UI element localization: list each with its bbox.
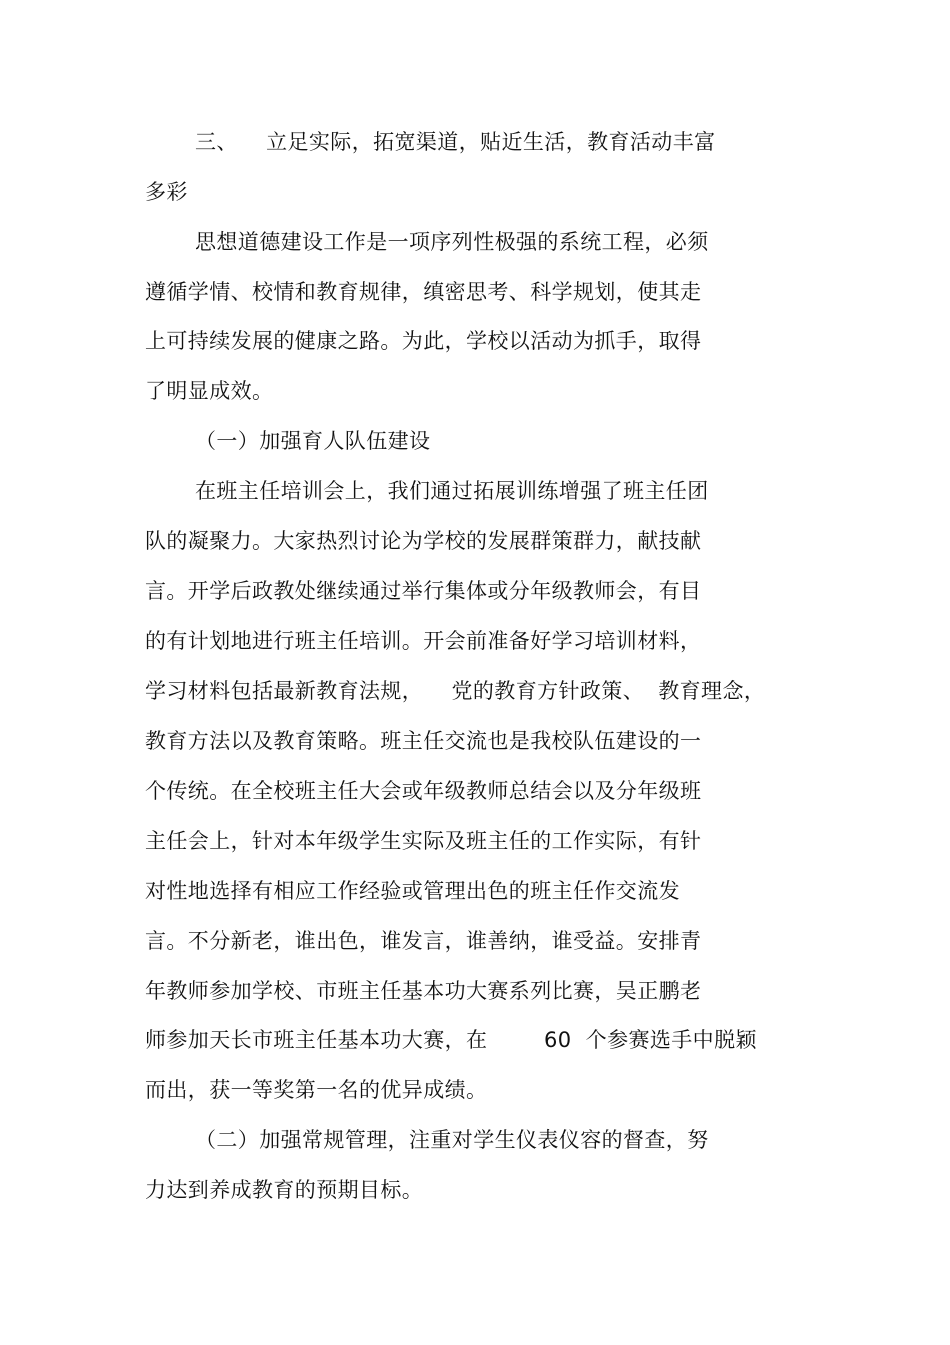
paragraph-line: 个传统。在全校班主任大会或年级教师总结会以及分年级班 [145,779,702,803]
paragraph-line: 了明显成效。 [145,379,274,403]
paragraph-line: 的有计划地进行班主任培训。开会前准备好学习培训材料， [145,629,702,653]
paragraph-line: 主任会上，针对本年级学生实际及班主任的工作实际，有针 [145,829,702,853]
subsection-heading-2-continued: 力达到养成教育的预期目标。 [145,1178,424,1202]
paragraph-line: 队的凝聚力。大家热烈讨论为学校的发展群策群力，献技献 [145,529,702,553]
paragraph-line: 上可持续发展的健康之路。为此，学校以活动为抓手，取得 [145,329,702,353]
paragraph-line: 言。不分新老，谁出色，谁发言，谁善纳，谁受益。安排青 [145,929,702,953]
paragraph-line: 学习材料包括最新教育法规， 党的教育方针政策、 教育理念， [145,679,766,703]
section-heading-3-continued: 多彩 [145,180,188,204]
paragraph-line: 师参加天长市班主任基本功大赛，在 60 个参赛选手中脱颖 [145,1028,757,1052]
subsection-heading-1: （一）加强育人队伍建设 [195,429,431,453]
paragraph-line: 对性地选择有相应工作经验或管理出色的班主任作交流发 [145,879,680,903]
paragraph-line: 教育方法以及教育策略。班主任交流也是我校队伍建设的一 [145,729,702,753]
paragraph-line: 思想道德建设工作是一项序列性极强的系统工程，必须 [195,230,709,254]
paragraph-line: 言。开学后政教处继续通过举行集体或分年级教师会，有目 [145,579,702,603]
section-heading-3: 三、 立足实际，拓宽渠道，贴近生活，教育活动丰富 [195,130,716,154]
paragraph-line: 遵循学情、校情和教育规律，缜密思考、科学规划，使其走 [145,280,702,304]
paragraph-line: 年教师参加学校、市班主任基本功大赛系列比赛，吴正鹏老 [145,979,702,1003]
paragraph-line: 在班主任培训会上，我们通过拓展训练增强了班主任团 [195,479,709,503]
subsection-heading-2: （二）加强常规管理，注重对学生仪表仪容的督查，努 [195,1128,709,1152]
paragraph-line: 而出，获一等奖第一名的优异成绩。 [145,1078,488,1102]
